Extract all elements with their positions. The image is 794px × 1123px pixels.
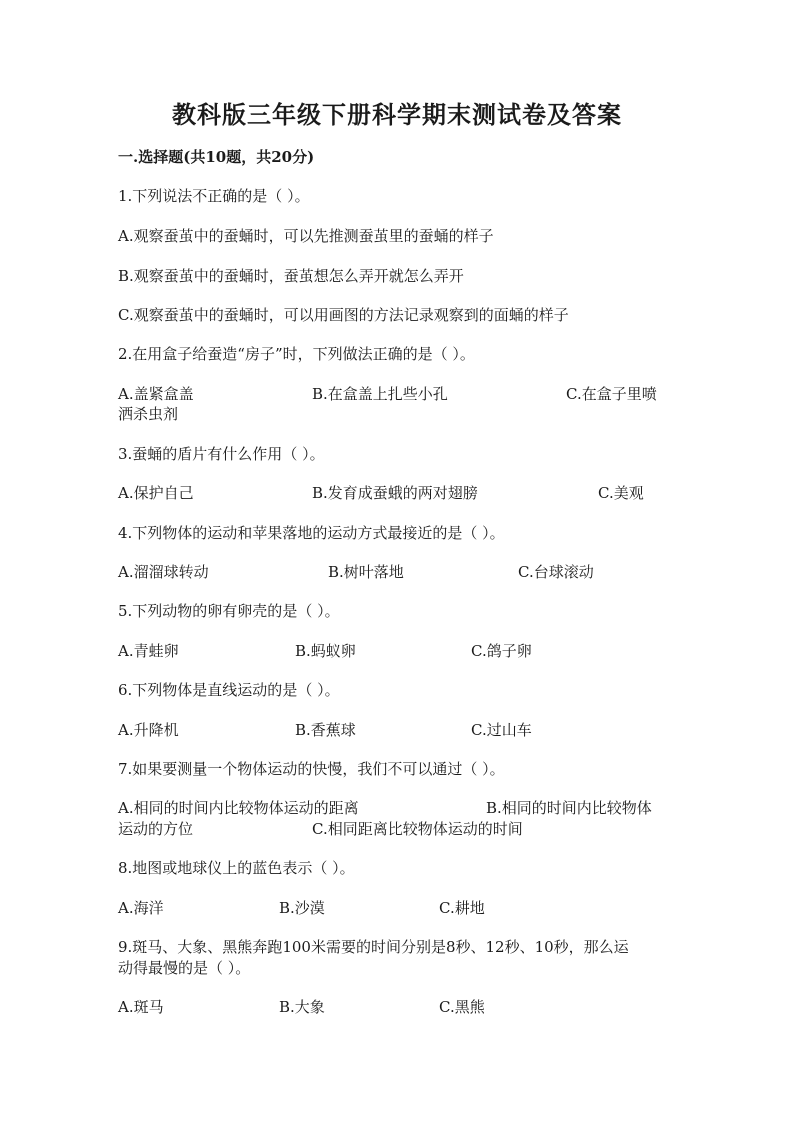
question-8-option-c: C.耕地: [439, 899, 485, 917]
question-9-stem: 9.斑马、大象、黑熊奔跑100米需要的时间分别是8秒、12秒、10秒，那么运: [118, 938, 629, 956]
question-8-option-a: A.海洋: [118, 899, 164, 917]
question-1-option-a: A.观察蚕茧中的蚕蛹时，可以先推测蚕茧里的蚕蛹的样子: [118, 227, 494, 245]
question-3-stem: 3.蚕蛹的盾片有什么作用（ ）。: [118, 445, 325, 463]
question-7-option-b-cont: 运动的方位: [118, 820, 194, 838]
question-2-option-c-cont: 洒杀虫剂: [118, 405, 179, 423]
question-5-option-c: C.鸽子卵: [471, 642, 532, 660]
question-7-option-c: C.相同距离比较物体运动的时间: [312, 820, 523, 838]
question-2-option-c: C.在盒子里喷: [566, 385, 657, 403]
question-4-option-a: A.溜溜球转动: [118, 563, 209, 581]
section-heading: 一.选择题(共10题，共20分): [118, 148, 315, 166]
question-9-stem-cont: 动得最慢的是（ ）。: [118, 959, 251, 977]
question-8-stem: 8.地图或地球仪上的蓝色表示（ ）。: [118, 859, 355, 877]
question-5-option-a: A.青蛙卵: [118, 642, 179, 660]
question-6-stem: 6.下列物体是直线运动的是（ ）。: [118, 681, 340, 699]
question-2-option-a: A.盖紧盒盖: [118, 385, 194, 403]
question-7-stem: 7.如果要测量一个物体运动的快慢，我们不可以通过（ ）。: [118, 760, 505, 778]
question-4-stem: 4.下列物体的运动和苹果落地的运动方式最接近的是（ ）。: [118, 524, 505, 542]
question-5-stem: 5.下列动物的卵有卵壳的是（ ）。: [118, 602, 340, 620]
question-3-option-a: A.保护自己: [118, 484, 194, 502]
question-3-option-c: C.美观: [598, 484, 644, 502]
question-6-option-c: C.过山车: [471, 721, 532, 739]
question-6-option-a: A.升降机: [118, 721, 179, 739]
question-7-option-b: B.相同的时间内比较物体: [486, 799, 652, 817]
question-9-option-c: C.黑熊: [439, 998, 485, 1016]
question-9-option-a: A.斑马: [118, 998, 164, 1016]
page-title: 教科版三年级下册科学期末测试卷及答案: [172, 100, 622, 129]
question-8-option-b: B.沙漠: [279, 899, 325, 917]
question-1-stem: 1.下列说法不正确的是（ ）。: [118, 187, 310, 205]
question-4-option-c: C.台球滚动: [518, 563, 594, 581]
question-3-option-b: B.发育成蚕蛾的两对翅膀: [312, 484, 478, 502]
question-5-option-b: B.蚂蚁卵: [295, 642, 356, 660]
question-7-option-a: A.相同的时间内比较物体运动的距离: [118, 799, 359, 817]
question-6-option-b: B.香蕉球: [295, 721, 356, 739]
question-1-option-b: B.观察蚕茧中的蚕蛹时，蚕茧想怎么弄开就怎么弄开: [118, 267, 464, 285]
question-4-option-b: B.树叶落地: [328, 563, 404, 581]
question-2-option-b: B.在盒盖上扎些小孔: [312, 385, 448, 403]
question-2-stem: 2.在用盒子给蚕造“房子”时，下列做法正确的是（ ）。: [118, 345, 475, 363]
question-1-option-c: C.观察蚕茧中的蚕蛹时，可以用画图的方法记录观察到的面蛹的样子: [118, 306, 569, 324]
question-9-option-b: B.大象: [279, 998, 325, 1016]
